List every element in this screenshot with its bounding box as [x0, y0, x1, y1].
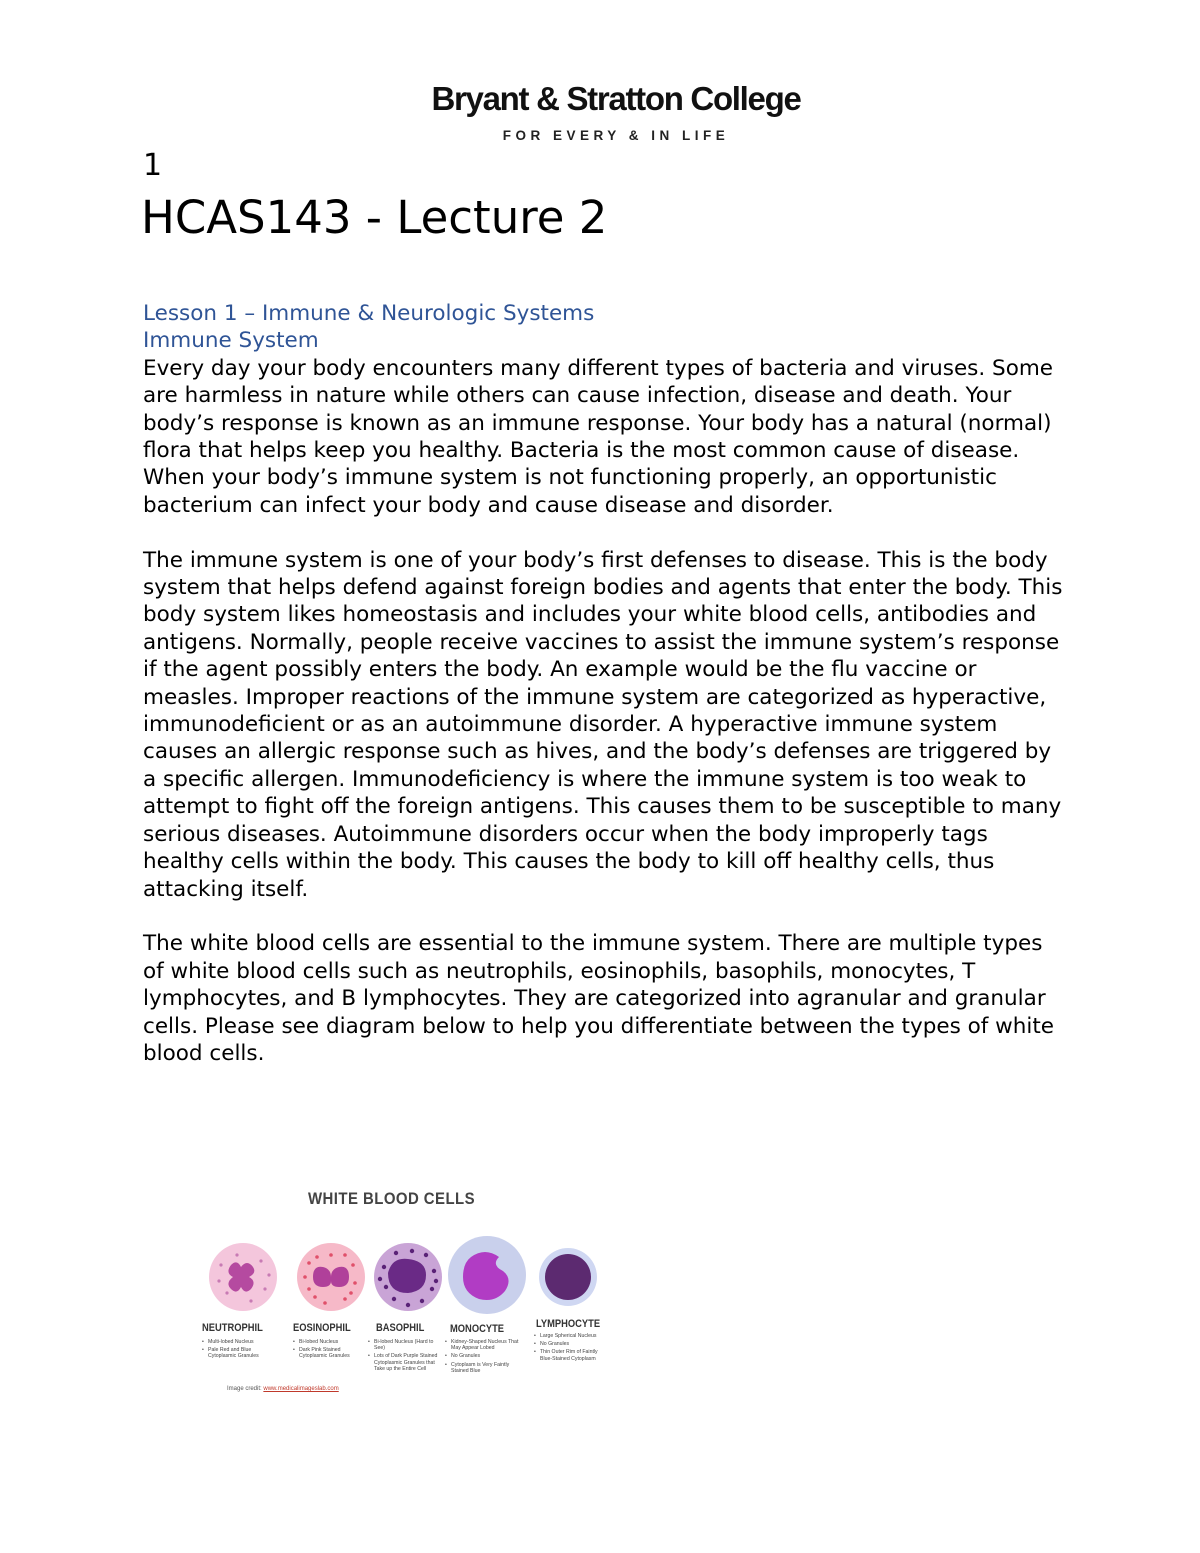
- lymphocyte-panel: [538, 1247, 618, 1397]
- cell-feature: • Lots of Dark Purple Stained Cytoplasmic Granules that Take up the Entire Cell: [368, 1353, 440, 1372]
- college-logo: [396, 80, 836, 143]
- basophil-illustration: [372, 1243, 444, 1315]
- cell-name: LYMPHOCYTE: [536, 1318, 601, 1330]
- document-title: HCAS143 - Lecture 2: [141, 191, 608, 244]
- cell-features: [368, 1339, 440, 1374]
- cell-name: BASOPHIL: [376, 1322, 425, 1334]
- paragraph: The immune system is one of your body’s first defenses to disease. This is the body system that helps defend against foreign bodies and agents that enter the body. This body system likes homeostasis and includes your white blood cells, antibodies and antigens. Normally, people receive vaccines to assist the immune system’s response if the agent possibly enters the body. An example would be the flu vaccine or measles. Improper reactions of the immune system are categorized as hyperactive, immunodeficient or as an autoimmune disorder. A hyperactive immune system causes an allergic response such as hives, and the body’s defenses are triggered by a specific allergen. Immunodeficiency is where the immune system is too weak to attempt to fight off the foreign antigens. This causes them to be susceptible to many serious diseases. Autoimmune disorders occur when the body improperly tags healthy cells within the body. This causes the body to kill off healthy cells, thus attacking itself.: [143, 547, 1063, 902]
- cell-feature: • No Granules: [534, 1341, 600, 1347]
- eosinophil-panel: [295, 1243, 375, 1393]
- cell-name: MONOCYTE: [450, 1323, 505, 1335]
- paragraph: The white blood cells are essential to the immune system. There are multiple types of white blood cells such as neutrophils, eosinophils, basophils, monocytes, T lymphocytes, and B lymphocytes. They are categorized into agranular and granular cells. Please see diagram below to help you differentiate between the types of white blood cells.: [143, 931, 1055, 1066]
- basophil-panel: [372, 1243, 452, 1393]
- lymphocyte-illustration: [538, 1247, 598, 1307]
- cell-features: [445, 1339, 519, 1376]
- section-heading: Immune System: [143, 328, 319, 354]
- cell-feature: • Bi-lobed Nucleus (Hard to See): [368, 1339, 440, 1351]
- image-credit: [227, 1386, 339, 1392]
- monocyte-illustration: [447, 1235, 527, 1315]
- neutrophil-illustration: [207, 1243, 279, 1315]
- cell-name: EOSINOPHIL: [293, 1322, 351, 1334]
- cell-feature: • Dark Pink Stained Cytoplasmic Granules: [293, 1347, 365, 1359]
- cell-name: NEUTROPHIL: [202, 1322, 263, 1334]
- logo-tagline: FOR EVERY & IN LIFE: [502, 128, 730, 143]
- cell-feature: • Pale Red and Blue Cytoplasmic Granules: [202, 1347, 274, 1359]
- cell-features: [293, 1339, 365, 1362]
- cell-feature: • Thin Outer Rim of Faintly Blue-Stained Cytoplasm: [534, 1349, 600, 1361]
- cell-features: [202, 1339, 274, 1362]
- eosinophil-illustration: [295, 1243, 367, 1315]
- cell-feature: • No Granules: [445, 1353, 519, 1359]
- credit-link[interactable]: www.medicalimageslab.com: [263, 1386, 339, 1392]
- paragraph: Every day your body encounters many different types of bacteria and viruses. Some are harmless in nature while others can cause infection, disease and death. Your body’s response is known as an immune response. Your body has a natural (normal) flora that helps keep you healthy. Bacteria is the most common cause of disease. When your body’s immune system is not functioning properly, an opportunistic bacterium can infect your body and cause disease and disorder.: [143, 355, 1054, 518]
- white-blood-cells-figure: [195, 1183, 615, 1413]
- figure-title: WHITE BLOOD CELLS: [308, 1189, 476, 1208]
- page-number: 1: [143, 148, 163, 183]
- monocyte-panel: [447, 1235, 531, 1395]
- lesson-heading: Lesson 1 – Immune & Neurologic Systems: [143, 301, 595, 326]
- document-body: [143, 300, 1068, 1095]
- cell-feature: • Cytoplasm is Very Faintly Stained Blue: [445, 1362, 519, 1374]
- cell-feature: • Large Spherical Nucleus: [534, 1333, 600, 1339]
- cell-feature: • Multi-lobed Nucleus: [202, 1339, 274, 1345]
- neutrophil-panel: [202, 1243, 287, 1393]
- cell-features: [534, 1333, 600, 1364]
- logo-name: Bryant & Stratton College: [431, 80, 801, 117]
- cell-feature: • Bi-lobed Nucleus: [293, 1339, 365, 1345]
- cell-feature: • Kidney-Shaped Nucleus That May Appear Lobed: [445, 1339, 519, 1351]
- credit-label: Image credit:: [227, 1386, 262, 1392]
